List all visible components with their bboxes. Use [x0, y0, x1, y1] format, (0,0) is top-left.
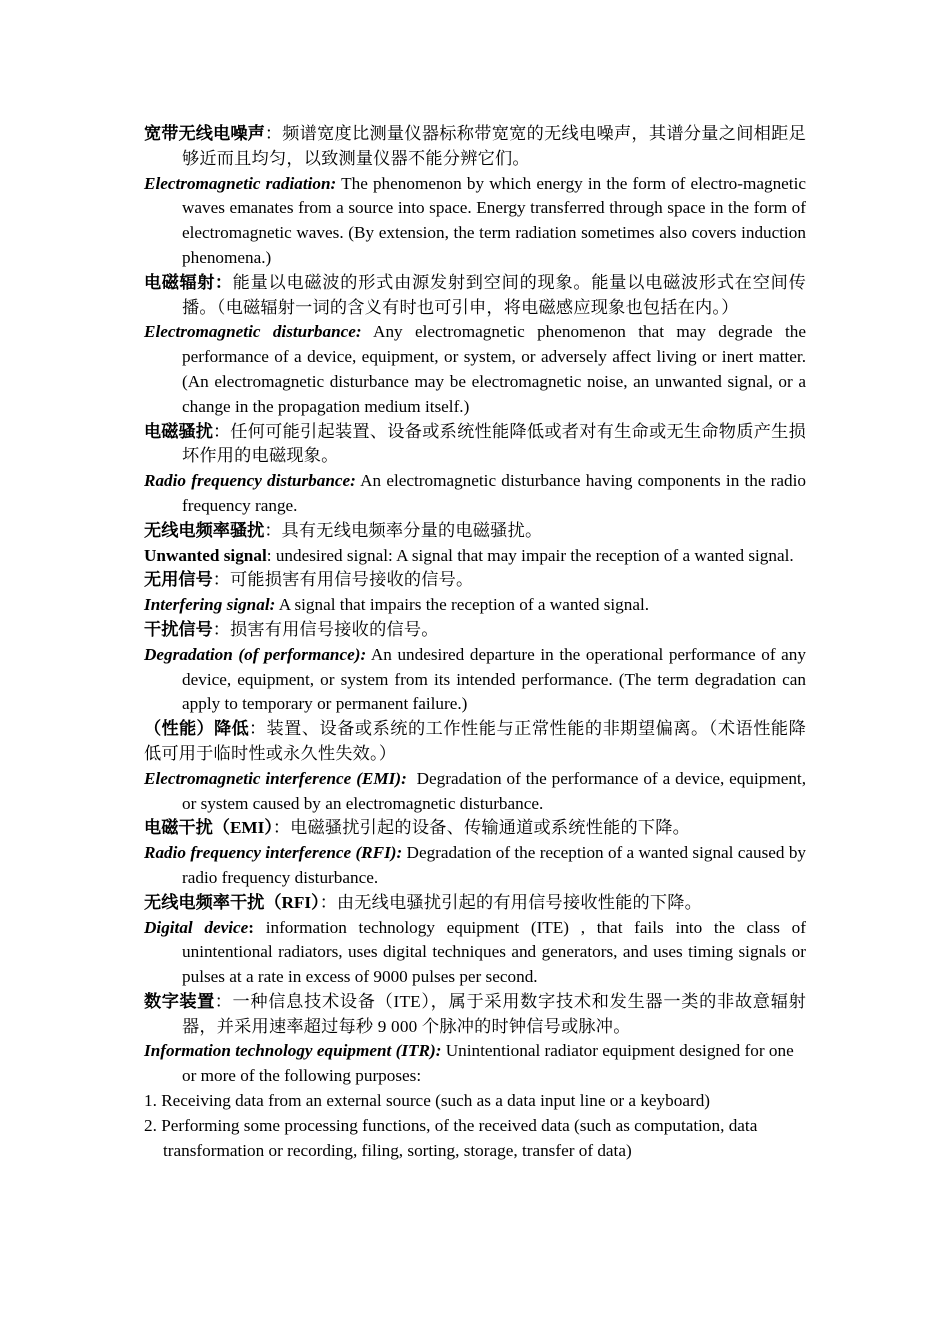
separator: ：: [212, 619, 230, 639]
definition: Unintentional radiator equipment designed for one or more of the following purposes:: [182, 1041, 794, 1086]
definition: Degradation of the reception of a wanted signal caused by radio frequency disturbance.: [182, 843, 807, 887]
glossary-entry-emi-zh: [144, 816, 806, 841]
glossary-entry-electromagnetic-disturbance: [144, 320, 806, 419]
definition: An electromagnetic disturbance having components in the radio frequency range.: [182, 471, 806, 515]
glossary-entry-rfi: [144, 841, 806, 891]
glossary-entry-degradation: [144, 643, 806, 717]
glossary-entry-rf-disturbance: [144, 469, 806, 519]
glossary-entry-rfi-zh: [144, 891, 806, 916]
term: 干扰信号: [144, 619, 213, 639]
term: Electromagnetic interference (EMI):: [144, 768, 407, 788]
document-page: [144, 122, 806, 1163]
separator: ：: [264, 520, 282, 540]
definition: Any electromagnetic phenomenon that may degrade the performance of a device, equipment, or system, or adversely affect living or inert matter. (An electromagnetic disturbance may be electromagnetic noise, an unwanted signal, or a change in the propagation medium itself.): [182, 322, 806, 416]
term: 无线电频率干扰（RFI）: [144, 892, 320, 912]
separator: :: [266, 545, 276, 565]
term: 电磁辐射：: [144, 272, 233, 292]
term: Electromagnetic disturbance:: [144, 322, 362, 342]
separator: ：: [248, 719, 267, 739]
glossary-entry-electromagnetic-disturbance-zh: [144, 420, 806, 470]
term: 宽带无线电噪声: [144, 124, 265, 143]
definition: 具有无线电频率分量的电磁骚扰。: [281, 520, 543, 540]
definition: 频谱宽度比测量仪器标称带宽宽的无线电噪声，其谱分量之间相距足够近而且均匀，以致测量仪器不能分辨它们。: [182, 124, 806, 168]
term: Information technology equipment (ITR):: [144, 1041, 442, 1061]
separator: [407, 769, 417, 788]
glossary-entry-digital-device-zh: [144, 990, 806, 1040]
glossary-entry-emi: [144, 767, 806, 817]
separator: :: [248, 917, 266, 937]
glossary-entry-degradation-zh: [144, 717, 806, 767]
term: Electromagnetic radiation:: [144, 173, 337, 193]
glossary-entry-digital-device: [144, 916, 806, 990]
term: 无线电频率骚扰: [144, 520, 265, 540]
term: （性能）降低: [144, 719, 249, 739]
definition: A signal that impairs the reception of a wanted signal.: [278, 595, 650, 615]
term: 电磁干扰（EMI）: [144, 818, 273, 838]
glossary-entry-ite: [144, 1039, 806, 1089]
definition: 由无线电骚扰引起的有用信号接收性能的下降。: [336, 892, 703, 912]
glossary-entry-electromagnetic-radiation: [144, 172, 806, 271]
separator: ：: [264, 124, 283, 143]
definition: 可能损害有用信号接收的信号。: [229, 570, 474, 590]
term: Radio frequency disturbance:: [144, 471, 356, 491]
glossary-entry-unwanted-signal: [144, 544, 806, 569]
definition: Degradation of the performance of a device, equipment, or system caused by an electromagnetic disturbance.: [182, 768, 806, 813]
definition: information technology equipment (ITE) , that fails into the class of unintentional radiators, uses digital techniques and generators, and uses timing signals or pulses at a rate in excess of 9000 pulses per second.: [182, 917, 806, 987]
term: Radio frequency interference (RFI):: [144, 843, 403, 863]
definition: An undesired departure in the operational performance of any device, equipment, or system from its intended performance. (The term degradation can apply to temporary or permanent failure.): [182, 644, 806, 714]
term: 数字装置: [144, 991, 215, 1011]
definition: 电磁骚扰引起的设备、传输通道或系统性能的下降。: [290, 818, 691, 838]
definition: 损害有用信号接收的信号。: [229, 619, 439, 639]
list-item: 1. Receiving data from an external source (such as a data input line or a keyboard): [144, 1091, 711, 1111]
term: 无用信号: [144, 570, 213, 590]
list-item: 2. Performing some processing functions, of the received data (such as computation, data transformation or recording, filing, sorting, storage, transfer of data): [144, 1115, 758, 1160]
separator: ：: [212, 570, 230, 590]
term: Unwanted signal: [144, 545, 267, 565]
glossary-entry-rf-disturbance-zh: [144, 519, 806, 544]
glossary-entry-interfering-signal: [144, 593, 806, 618]
separator: ：: [272, 818, 291, 838]
term: 电磁骚扰: [144, 421, 213, 441]
definition: 任何可能引起装置、设备或系统性能降低或者对有生命或无生命物质产生损坏作用的电磁现象。: [182, 421, 806, 466]
definition: 能量以电磁波的形式由源发射到空间的现象。能量以电磁波形式在空间传播。（电磁辐射一词的含义有时也可引申，将电磁感应现象也包括在内。）: [182, 272, 806, 317]
term: Interfering signal:: [144, 595, 276, 615]
term: Digital device: [144, 917, 249, 937]
definition: undesired signal: A signal that may impair the reception of a wanted signal.: [275, 545, 794, 565]
glossary-entry-broadband-noise: [144, 122, 806, 172]
separator: [362, 322, 373, 341]
definition: 装置、设备或系统的工作性能与正常性能的非期望偏离。（术语性能降低可用于临时性或永久性失效。）: [144, 719, 806, 763]
glossary-entry-electromagnetic-radiation-zh: [144, 271, 806, 321]
definition: 一种信息技术设备（ITE），属于采用数字技术和发生器一类的非故意辐射器，并采用速率超过每秒 9 000 个脉冲的时钟信号或脉冲。: [182, 991, 806, 1036]
glossary-entry-unwanted-signal-zh: [144, 568, 806, 593]
term: Degradation (of performance):: [144, 644, 367, 664]
separator: ：: [214, 991, 233, 1011]
separator: ：: [319, 892, 337, 912]
glossary-entry-interfering-signal-zh: [144, 618, 806, 643]
definition: The phenomenon by which energy in the form of electro-magnetic waves emanates from a source into space. Energy transferred through space in the form of electromagnetic waves. (By extension, the term radiation sometimes also covers induction phenomena.): [182, 173, 806, 267]
separator: ：: [213, 421, 231, 441]
